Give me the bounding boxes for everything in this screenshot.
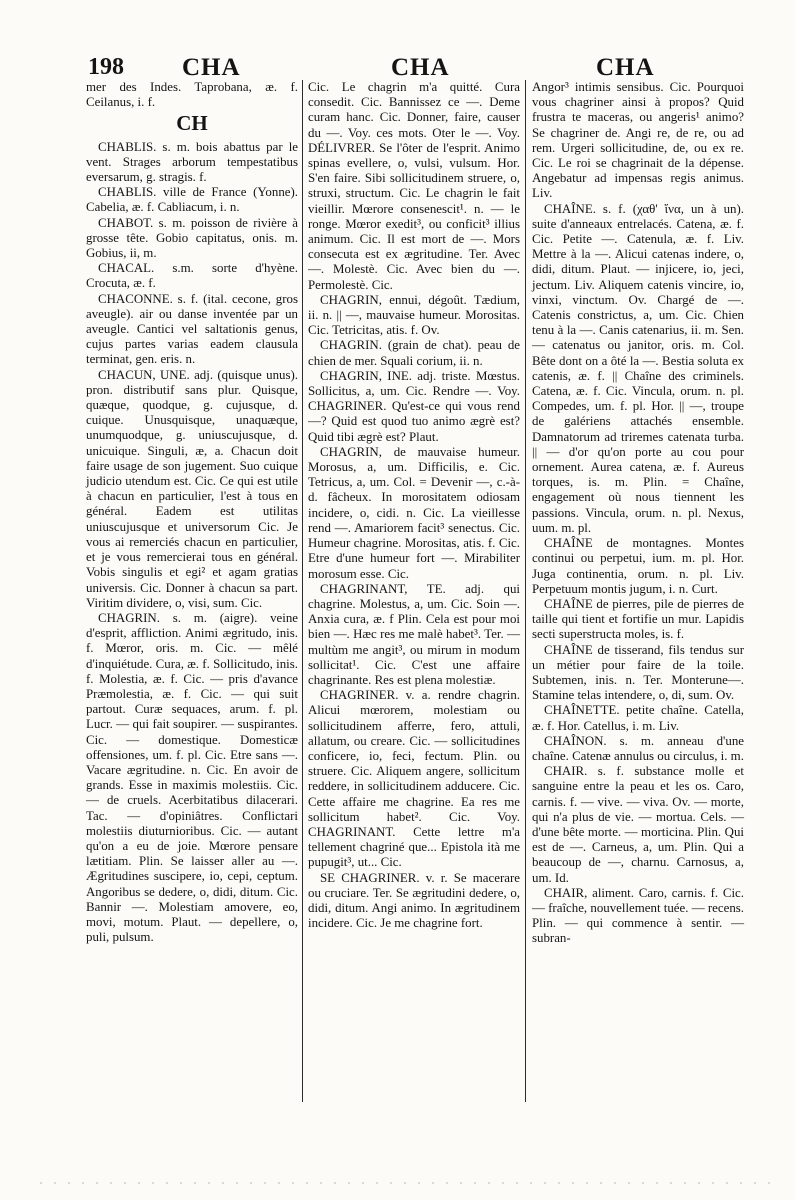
bottom-margin-specks bbox=[40, 1182, 780, 1184]
entry-chainette: CHAÎNETTE. petite chaîne. Catella, æ. f. Hor. Catellus, i. m. Liv. bbox=[532, 703, 744, 733]
column-center bbox=[308, 80, 520, 931]
entry-text: Cic. Le chagrin m'a quitté. Cura consedit. Cic. Bannissez ce —. Deme curam hanc. Cic. Donner, faire, causer du —. Voy. ces mots. Oter le —. Voy. DÉLIVRER. Se l'ôter de l'esprit. Animo spinas evellere, o, vulsi, vulsum. Hor. S'en faire. Sibi sollicitudinem struere, o, struxi, structum. Cic. Le chagrin le fait vieillir. Mœrore consenescit¹. n. — le ronge. Mœror exedit³, ou conficit³ illius animum. Cic. Il est mort de —. Mors consecuta est ex ægritudine. Ter. Avec —. Molestè. Cic. Avec bien du —. Permolestè. Cic. bbox=[308, 80, 520, 292]
entry-chaine-montagnes: CHAÎNE de montagnes. Montes continui ou perpetui, ium. m. pl. Hor. Juga continentia, orum. n. pl. Liv. Perpetuum montis jugum, i. n. Curt. bbox=[532, 536, 744, 596]
entry-text: mer des Indes. Taprobana, æ. f. Ceilanus, i. f. bbox=[86, 80, 298, 110]
column-rule-2 bbox=[525, 80, 526, 1102]
entry-chagrinant: CHAGRINANT, TE. adj. qui chagrine. Molestus, a, um. Cic. Soin —. Anxia cura, æ. f Plin. Cela est pour moi bien —. Hæc res me malè habet³. Ter. — multùm me angit³, ou mirum in modum sollicitat¹. Cic. C'est une affaire chagrinante. Res est plena molestiæ. bbox=[308, 581, 520, 687]
entry-chair: CHAIR. s. f. substance molle et sanguine entre la peau et les os. Caro, carnis. f. — vive. — viva. Ov. — morte, qui n'a plus de vie. — mortua. Cels. — d'une bête morte. — morticina. Plin. Qui est de —. Carneus, a, um. Plin. Qui a beaucoup de —, charnu. Carnosus, a, um. Id. bbox=[532, 764, 744, 885]
entry-chaine: CHAÎNE. s. f. (χαθ' ἵνα, un à un). suite d'anneaux entrelacés. Catena, æ. f. Cic. Petite —. Catenula, æ. f. Liv. Mettre à la —. Alicui catenas indere, o, didi, ditum. Plaut. — injicere, io, jeci, jectum. Liv. Aliquem catenis vincire, io, vinxi, vinctum. Ov. Chargé de —. Catenis constrictus, a, um. Cic. Chien tenu à la —. Canis catenarius, ii. m. Sen. — catenatus ou janitor, oris. m. Col. Bête dont on a ôté la —. Bestia soluta ex catenis, æ. f. || Chaîne des criminels. Catena, æ. f. Cic. Vincula, orum. n. pl. Compedes, um. f. pl. Hor. || —, troupe de galériens attachés ensemble. Damnatorum ad triremes catenata turba. || — d'or qu'on porte au cou pour ornement. Aurea catena, æ. f. Aureus torques, is. m. Plin. = Chaîne, engagement où nous tiennent les passions. Vincula, orum. n. pl. Nexus, uum. m. pl. bbox=[532, 201, 744, 535]
entry-chagrin-peau: CHAGRIN. (grain de chat). peau de chien de mer. Squali corium, ii. n. bbox=[308, 338, 520, 368]
entry-chagriner: CHAGRINER. v. a. rendre chagrin. Alicui mœrorem, molestiam ou sollicitudinem afferre, fero, attuli, allatum, ou creare. Cic. — sollicitudines conficere, io, feci, fectum. Plin. ou struere. Cic. Aliquem angere, sollicitum reddere, in sollicitudinem adducere. Cic. Cette affaire me chagrine. Ea res me sollicitum habet². Cic. Voy. CHAGRINANT. Cette lettre m'a tellement chagriné que... Epistola ità me pupugit³, ut... Cic. bbox=[308, 688, 520, 870]
entry-chablis-1: CHABLIS. s. m. bois abattus par le vent. Strages arborum tempestatibus eversarum, g. stragis. f. bbox=[86, 139, 298, 185]
entry-chagrin: CHAGRIN. s. m. (aigre). veine d'esprit, affliction. Animi ægritudo, inis. f. Mœror, oris. m. Cic. — mêlé d'inquiétude. Cura, æ. f. Sollicitudo, inis. f. Molestia, æ. f. Cic. — pris d'avance Præmolestia, æ. f. Cic. — qui suit partout. Curæ sequaces, arum. f. pl. Lucr. — qui fait soupirer. — suspirantes. Cic. — domestique. Domesticæ offensiones, um. f. pl. Cic. Etre sans —. Vacare ægritudine. n. Cic. En avoir de grands. Esse in maximis molestiis. Cic. — de cruels. Acerbitatibus dilacerari. Tac. — d'opiniâtres. Conflictari molestiis diuturnioribus. Cic. — autant qu'on a eu de joie. Mœrore pensare lætitiam. Plin. Se laisser aller au —. Ægritudines suscipere, io, cepi, ceptum. Angoribus se dedere, o, didi, ditum. Cic. Bannir —. Molestiam amovere, eo, movi, motum. Plaut. — depellere, o, puli, pulsum. bbox=[86, 610, 298, 945]
entry-chair-aliment: CHAIR, aliment. Caro, carnis. f. Cic. — fraîche, nouvellement tuée. — recens. Plin. — qui commence à sentir. — subran- bbox=[532, 885, 744, 946]
entry-chagrin-adj: CHAGRIN, INE. adj. triste. Mœstus. Sollicitus, a, um. Cic. Rendre —. Voy. CHAGRINER. Qu'est-ce qui vous rend —? Quid est quod tuo animo ægrè est? Quid tibi ægrè est? Plaut. bbox=[308, 368, 520, 444]
column-rule-1 bbox=[302, 80, 303, 1102]
entry-chaine-tisserand: CHAÎNE de tisserand, fils tendus sur un métier pour faire de la toile. Subtemen, inis. n. Ter. Monterune—. Stamine telas intendere, o, di, sum. Ov. bbox=[532, 642, 744, 703]
entry-chacal: CHACAL. s.m. sorte d'hyène. Crocuta, æ. f. bbox=[86, 261, 298, 291]
column-right bbox=[532, 80, 744, 947]
guide-word-right: CHA bbox=[596, 54, 655, 81]
section-letter-heading: CH bbox=[176, 111, 208, 136]
guide-word-center: CHA bbox=[391, 54, 450, 81]
column-left bbox=[86, 80, 298, 945]
entry-chablis-2: CHABLIS. ville de France (Yonne). Cabelia, æ. f. Cabliacum, i. n. bbox=[86, 185, 298, 215]
entry-chaine-pierres: CHAÎNE de pierres, pile de pierres de taille qui tient et fortifie un mur. Lapidis secti superstructa moles, is. f. bbox=[532, 596, 744, 642]
page-number: 198 bbox=[88, 54, 124, 80]
entry-chaconne: CHACONNE. s. f. (ital. cecone, gros aveugle). air ou danse inventée par un aveugle. Cantici vel saltationis genus, cujus partes varias eadem clausula terminat, gen. eris. n. bbox=[86, 291, 298, 367]
entry-se-chagriner: SE CHAGRINER. v. r. Se macerare ou cruciare. Ter. Se ægritudini dedere, o, didi, ditum. Angi animo. In ægritudinem incidere. Cic. Je me chagrine fort. bbox=[308, 870, 520, 931]
entry-chagrin-ennui: CHAGRIN, ennui, dégoût. Tædium, ii. n. || —, mauvaise humeur. Morositas. Cic. Tetricitas, atis. f. Ov. bbox=[308, 292, 520, 338]
entry-text: Angor³ intimis sensibus. Cic. Pourquoi vous chagriner ainsi à propos? Quid frustra te maceras, ou angeris¹ animo? Se chagriner de. Angi re, de re, ou ad rem. Urgeri sollicitudine, de, ou ex re. Cic. Le roi se chagrinait de la dépense. Angebatur ad impensas regis animus. Liv. bbox=[532, 80, 744, 201]
entry-chagrin-humeur: CHAGRIN, de mauvaise humeur. Morosus, a, um. Difficilis, e. Cic. Tetricus, a, um. Col. = Devenir —, c.-à-d. fâcheux. In morositatem odiosam incidere, o, cidi. n. Cic. La vieillesse rend —. Amariorem facit³ senectus. Cic. Humeur chagrine. Morositas, atis. f. Cic. Etre d'une humeur fort —. Mirabiliter morosum esse. Cic. bbox=[308, 444, 520, 581]
entry-chacun: CHACUN, UNE. adj. (quisque unus). pron. distributif sans plur. Quisque, quæque, quodque, g. cujusque, d. cuique. Unusquisque, unaquæque, unumquodque, g. uniuscujusque, d. unicuique. Singuli, æ, a. Chacun doit faire usage de son jugement. Suo cuique judicio utendum est. Cic. Ce qui est utile à chacun en particulier, l'est à tous en général. Eadem est utilitas uniuscujusque et universorum Cic. Je vous ai remerciés chacun en particulier, et je vous remercierai tous en général. Vobis singulis et egi² et agam gratias universis. Cic. Donner à chacun sa part. Viritim dividere, o, visi, sum. Cic. bbox=[86, 367, 298, 610]
guide-word-left: CHA bbox=[182, 54, 241, 81]
entry-chabot: CHABOT. s. m. poisson de rivière à grosse tête. Gobio capitatus, onis. m. Gobius, ii, m. bbox=[86, 215, 298, 261]
entry-chainon: CHAÎNON. s. m. anneau d'une chaîne. Catenæ annulus ou circulus, i. m. bbox=[532, 733, 744, 763]
